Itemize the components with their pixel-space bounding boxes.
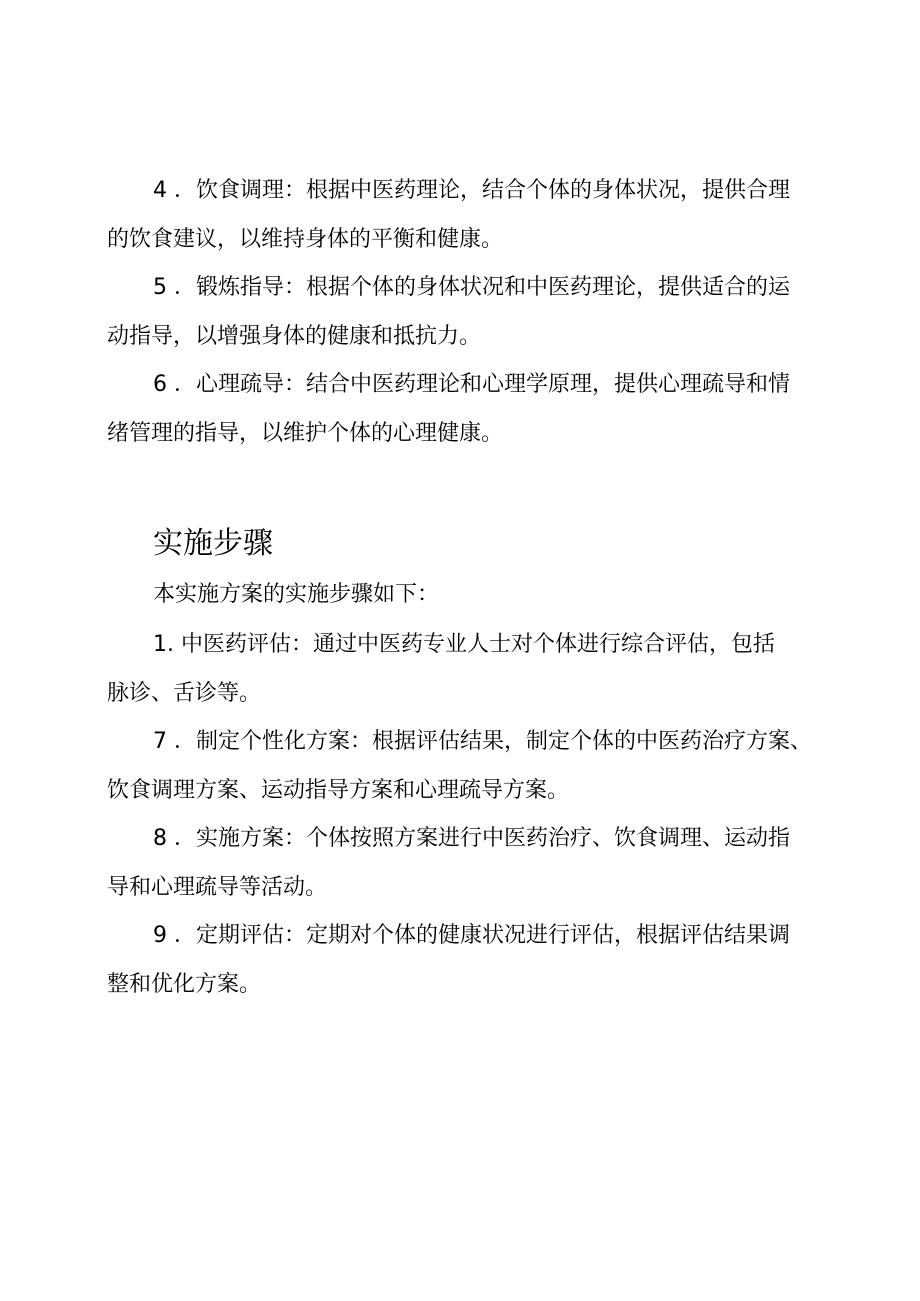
list-item-line: 5 ．锻炼指导：根据个体的身体状况和中医药理论，提供适合的运 [153,275,790,300]
section-heading: 实施步骤 [153,526,273,561]
list-item-line: 1. 中医药评估：通过中医药专业人士对个体进行综合评估，包括 [153,632,775,657]
list-item-line: 6 ．心理疏导：结合中医药理论和心理学原理，提供心理疏导和情 [153,372,790,397]
list-item-exercise [107,263,812,361]
list-item-line: 绪管理的指导，以维护个体的心理健康。 [107,421,504,446]
step-tcm-assessment [107,620,812,718]
list-item-line: 整和优化方案。 [107,972,262,997]
list-item-line: 脉诊、舌诊等。 [107,681,262,706]
list-item-line: 7 ．制定个性化方案：根据评估结果，制定个体的中医药治疗方案、 [153,729,812,754]
list-item-line: 动指导，以增强身体的健康和抵抗力。 [107,324,482,349]
list-item-line: 4 ．饮食调理：根据中医药理论，结合个体的身体状况，提供合理 [153,178,790,203]
list-item-line: 8 ．实施方案：个体按照方案进行中医药治疗、饮食调理、运动指 [153,826,790,851]
list-item-line: 导和心理疏导等活动。 [107,875,328,900]
list-item-diet [107,166,812,264]
list-item-line: 9 ．定期评估：定期对个体的健康状况进行评估，根据评估结果调 [153,923,790,948]
step-periodic-evaluation [107,911,812,1009]
step-implementation [107,814,812,912]
step-personalized-plan [107,717,812,815]
list-item-line: 的饮食建议，以维持身体的平衡和健康。 [107,227,504,252]
list-item-psychology [107,360,812,458]
list-item-line: 饮食调理方案、运动指导方案和心理疏导方案。 [107,778,570,803]
section-intro: 本实施方案的实施步骤如下： [153,582,440,607]
